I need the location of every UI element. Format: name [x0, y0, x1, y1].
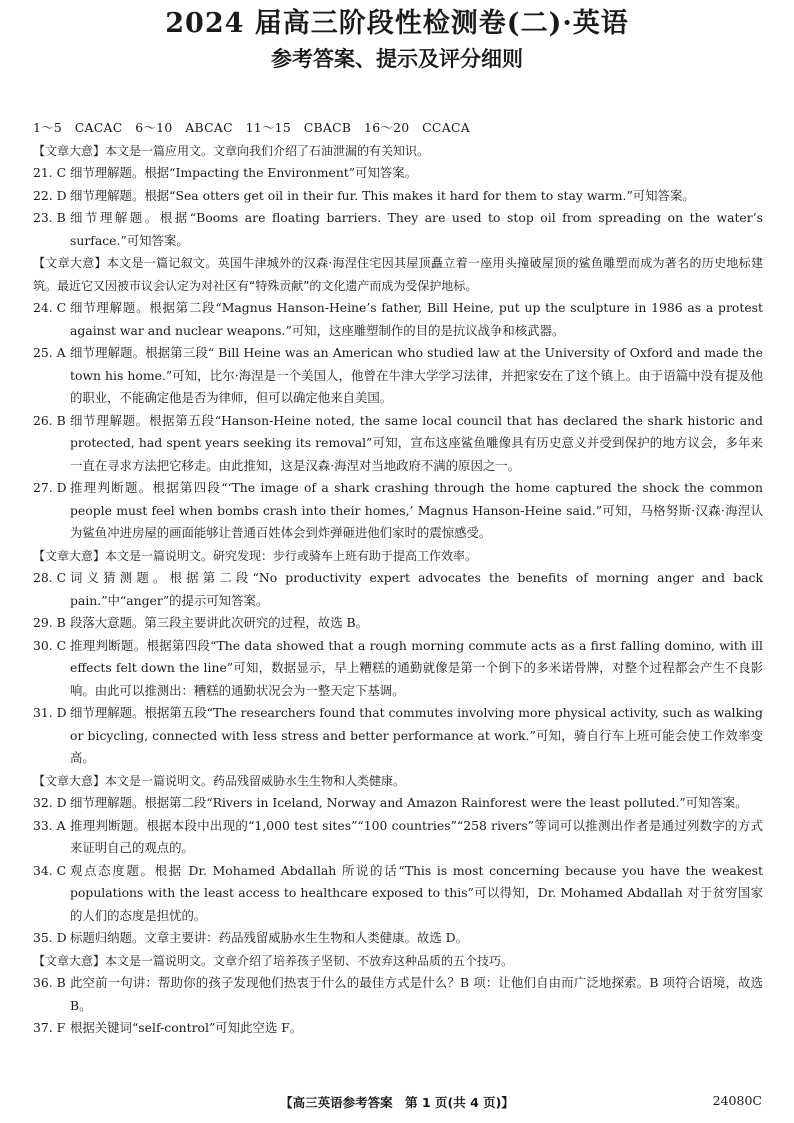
answer-item: [33, 162, 763, 185]
answer-item: [33, 612, 763, 635]
answer-number: 22. D: [33, 187, 67, 203]
footer-code: 24080C: [712, 1093, 762, 1108]
answer-explanation: 细节理解题。根据第五段“Hanson-Heine noted, the same local council that has declared the shark historic and protected, had spent years seeking its removal”可知，宣布这座鲨鱼雕像具有历史意义并受到保护的地方议会，多年来一直在寻求方法把它移走。由此推知，这是汉森·海涅对当地政府不满的原因之一。: [70, 412, 763, 473]
answer-number: 26. B: [33, 412, 66, 428]
answer-explanation: 细节理解题。根据“Impacting the Environment”可知答案。: [70, 165, 418, 180]
answer-explanation: 细节理解题。根据第五段“The researchers found that commutes involving more physical activity, such as walking or bicycling, connected with less stress and better performance at work.”可知，骑自行车上班可能会使工作效率变高。: [70, 705, 763, 765]
article-summary: 【文章大意】本文是一篇记叙文。英国牛津城外的汉森·海涅住宅因其屋顶矗立着一座用头撞破屋顶的鲨鱼雕塑而成为著名的历史地标建筑。最近它又因被市议会认定为对社区有“特殊贡献”的文化遗产而成为受保护地标。: [33, 256, 763, 293]
answer-number: 27. D: [33, 480, 67, 495]
answer-number: 37. F: [33, 1020, 66, 1035]
answer-explanation: 推理判断题。根据第四段“‘The image of a shark crashing through the home captured the shock the common people must feel when bombs crash into their homes,’ Magnus Hanson-Heine said.”可知，马格努斯·汉森·海涅认为鲨鱼冲进房屋的画面能够让普通百姓体会到炸弹砸进他们家时的震惊感受。: [70, 480, 763, 540]
answer-number: 33. A: [33, 817, 66, 833]
answer-explanation: 细节理解题。根据第三段“ Bill Heine was an American who studied law at the University of Oxford and made the town his home.”可知，比尔·海涅是一个美国人，他曾在牛津大学学习法律，并把家安在了这个镇上。由于语篇中没有提及他的职业，不能确定他是否为律师，但可以确定他来自美国。: [70, 345, 763, 405]
article-summary: 【文章大意】本文是一篇应用文。文章向我们介绍了石油泄漏的有关知识。: [33, 143, 430, 158]
answer-item: [33, 567, 763, 612]
page-footer: [0, 1093, 794, 1115]
answer-number: 32. D: [33, 795, 67, 810]
answer-content: [33, 117, 763, 1040]
page-title: 2024 届高三阶段性检测卷(二)·英语: [165, 8, 629, 39]
answer-item: [33, 342, 763, 410]
answer-number: 25. A: [33, 345, 66, 360]
answer-explanation: 观点态度题。根据 Dr. Mohamed Abdallah 所说的话“This is most concerning because you have the weakest populations with the least access to healthcare exposed to this”可以得知，Dr. Mohamed Abdallah 对于贫穷国家的人们的态度是担忧的。: [70, 862, 763, 923]
footer-page-info: 【高三英语参考答案 第 1 页(共 4 页)】: [280, 1095, 514, 1110]
answer-number: 30. C: [33, 637, 67, 653]
answer-explanation: 细节理解题。根据第二段“Magnus Hanson-Heine’s father, Bill Heine, put up the sculpture in 1986 as a protest against war and nuclear weapons.”可知，这座雕塑制作的目的是抗议战争和核武器。: [70, 300, 763, 338]
answer-number: 36. B: [33, 975, 66, 990]
answer-number: 21. C: [33, 165, 67, 180]
answer-explanation: 推理判断题。根据第四段“The data showed that a rough morning commute acts as a first falling domino, with ill effects felt down the line”可知，数据显示，早上糟糕的通勤就像是第一个倒下的多米诺骨牌，对整个过程都会产生不良影响。由此可以推测出：糟糕的通勤状况会为一整天定下基调。: [70, 637, 763, 698]
answer-explanation: 段落大意题。第三段主要讲此次研究的过程，故选 B。: [70, 615, 369, 630]
answer-number: 24. C: [33, 300, 67, 315]
page-subtitle: 参考答案、提示及评分细则: [271, 47, 523, 71]
answer-item: [33, 297, 763, 342]
answer-item: [33, 972, 763, 1017]
answer-item: [33, 1017, 763, 1040]
answer-number: 28. C: [33, 570, 67, 585]
article-summary: 【文章大意】本文是一篇说明文。药品残留威胁水生生物和人类健康。: [33, 773, 406, 788]
answer-item: [33, 702, 763, 770]
answer-key-line: 1～5 CACAC 6～10 ABCAC 11～15 CBACB 16～20 CCACA: [33, 120, 470, 135]
answer-explanation: 细节理解题。根据“Booms are floating barriers. They are used to stop oil from spreading on the water’s surface.”可知答案。: [70, 210, 763, 248]
answer-number: 35. D: [33, 930, 67, 945]
answer-item: [33, 207, 763, 252]
answer-number: 34. C: [33, 862, 67, 878]
answer-item: [33, 815, 763, 860]
answer-item: [33, 927, 763, 950]
answer-item: [33, 792, 763, 815]
answer-item: [33, 477, 763, 545]
answer-explanation: 细节理解题。根据第二段“Rivers in Iceland, Norway and Amazon Rainforest were the least polluted.”可知答案。: [70, 795, 748, 810]
answer-explanation: 词义猜测题。根据第二段“No productivity expert advocates the benefits of morning anger and back pain.”中“anger”的提示可知答案。: [70, 570, 763, 608]
answer-item: [33, 410, 763, 478]
answer-item: [33, 860, 763, 928]
answer-number: 29. B: [33, 615, 66, 630]
answer-explanation: 推理判断题。根据本段中出现的“1,000 test sites”“100 countries”“258 rivers”等词可以推测出作者是通过列数字的方式来证明自己的观点的。: [70, 817, 763, 855]
answer-explanation: 此空前一句讲：帮助你的孩子发现他们热衷于什么的最佳方式是什么？B 项：让他们自由而广泛地探索。B 项符合语境，故选 B。: [70, 975, 763, 1013]
article-summary: 【文章大意】本文是一篇说明文。研究发现：步行或骑车上班有助于提高工作效率。: [33, 548, 478, 563]
answer-explanation: 细节理解题。根据“Sea otters get oil in their fur. This makes it hard for them to stay warm.”可知答案。: [70, 187, 695, 203]
answer-item: [33, 185, 763, 208]
answer-number: 23. B: [33, 210, 66, 225]
answer-item: [33, 635, 763, 703]
article-summary: 【文章大意】本文是一篇说明文。文章介绍了培养孩子坚韧、不放弃这种品质的五个技巧。: [33, 953, 514, 968]
answer-explanation: 标题归纳题。文章主要讲：药品残留威胁水生生物和人类健康。故选 D。: [70, 930, 468, 945]
answer-number: 31. D: [33, 705, 67, 720]
answer-explanation: 根据关键词“self-control”可知此空选 F。: [70, 1020, 303, 1035]
